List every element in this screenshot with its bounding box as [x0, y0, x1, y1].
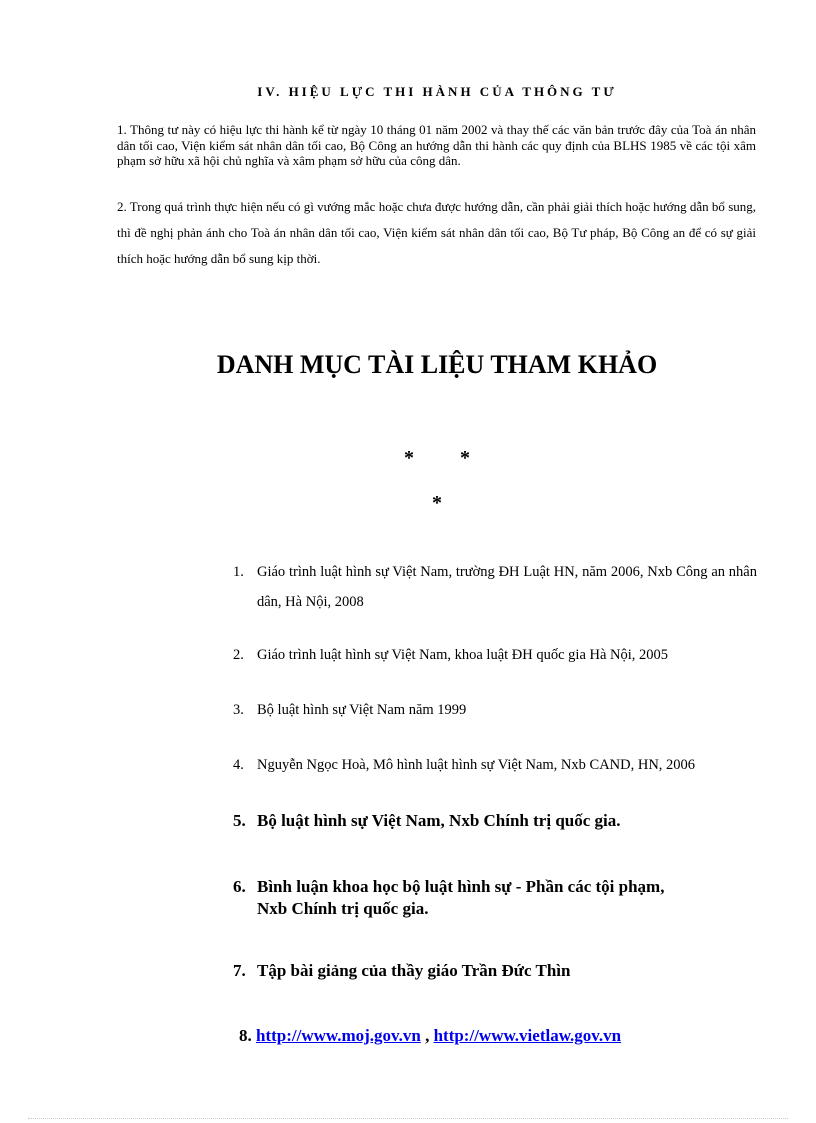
paragraph-implementation: 2. Trong quá trình thực hiện nếu có gì vướng mắc hoặc chưa được hướng dẫn, cần phải giải thích hoặc hướng dẫn bổ sung, thì đề nghị phản ánh cho Toà án nhân dân tối cao, Viện kiểm sát nhân dân tối cao, Bộ Tư pháp, Bộ Công an để có sự giải thích hoặc hướng dẫn bổ sung kịp thời.: [117, 199, 756, 266]
reference-item-3: [233, 695, 757, 725]
star-ornament-top: [0, 447, 816, 470]
reference-text-continued: Nxb Chính trị quốc gia.: [257, 899, 429, 918]
reference-number: 5.: [233, 811, 246, 830]
reference-item-8: [239, 1025, 621, 1047]
reference-text: Tập bài giảng của thầy giáo Trần Đức Thìn: [257, 961, 571, 980]
reference-number: 3.: [233, 702, 244, 718]
reference-number: 4.: [233, 757, 244, 773]
link-separator: ,: [425, 1026, 430, 1045]
reference-item-7: [233, 960, 757, 982]
star-ornament-bottom: [0, 492, 816, 515]
reference-item-1: [233, 557, 757, 617]
star-left: *: [404, 447, 414, 469]
reference-number: 6.: [233, 877, 246, 896]
reference-number: 1.: [233, 564, 244, 580]
link-vietlaw[interactable]: http://www.vietlaw.gov.vn: [433, 1026, 622, 1045]
reference-text: Bộ luật hình sự Việt Nam năm 1999: [257, 702, 467, 718]
reference-number: 2.: [233, 647, 244, 663]
reference-text: Giáo trình luật hình sự Việt Nam, khoa luật ĐH quốc gia Hà Nội, 2005: [257, 647, 669, 663]
paragraph-effective-date: 1. Thông tư này có hiệu lực thi hành kể từ ngày 10 tháng 01 năm 2002 và thay thế các văn bản trước đây của Toà án nhân dân tối cao, Viện kiểm sát nhân dân tối cao, Bộ Công an hướng dẫn thi hành các quy định của BLHS 1985 về các tội xâm phạm sở hữu xã hội chủ nghĩa và xâm phạm sở hữu của công dân.: [117, 122, 756, 168]
reference-text: Bình luận khoa học bộ luật hình sự - Phần các tội phạm,: [257, 877, 665, 896]
references-title: DANH MỤC TÀI LIỆU THAM KHẢO: [216, 350, 658, 379]
link-moj[interactable]: http://www.moj.gov.vn: [256, 1026, 421, 1045]
star-right: *: [460, 447, 470, 469]
star-center: *: [432, 492, 442, 514]
reference-text: Giáo trình luật hình sự Việt Nam, trường ĐH Luật HN, năm 2006, Nxb Công an nhân dân, Hà Nội, 2008: [257, 564, 757, 610]
reference-text: Bộ luật hình sự Việt Nam, Nxb Chính trị quốc gia.: [257, 811, 621, 830]
reference-item-4: [233, 750, 757, 780]
page-bottom-border: [28, 1118, 788, 1119]
reference-item-5: [233, 810, 757, 832]
reference-item-2: [233, 640, 757, 670]
section-heading: IV. HIỆU LỰC THI HÀNH CỦA THÔNG TƯ: [257, 84, 617, 99]
reference-number: 7.: [233, 961, 246, 980]
reference-text: Nguyễn Ngọc Hoà, Mô hình luật hình sự Việt Nam, Nxb CAND, HN, 2006: [257, 757, 696, 773]
reference-number: 8.: [239, 1026, 252, 1045]
reference-item-6: [233, 876, 757, 920]
